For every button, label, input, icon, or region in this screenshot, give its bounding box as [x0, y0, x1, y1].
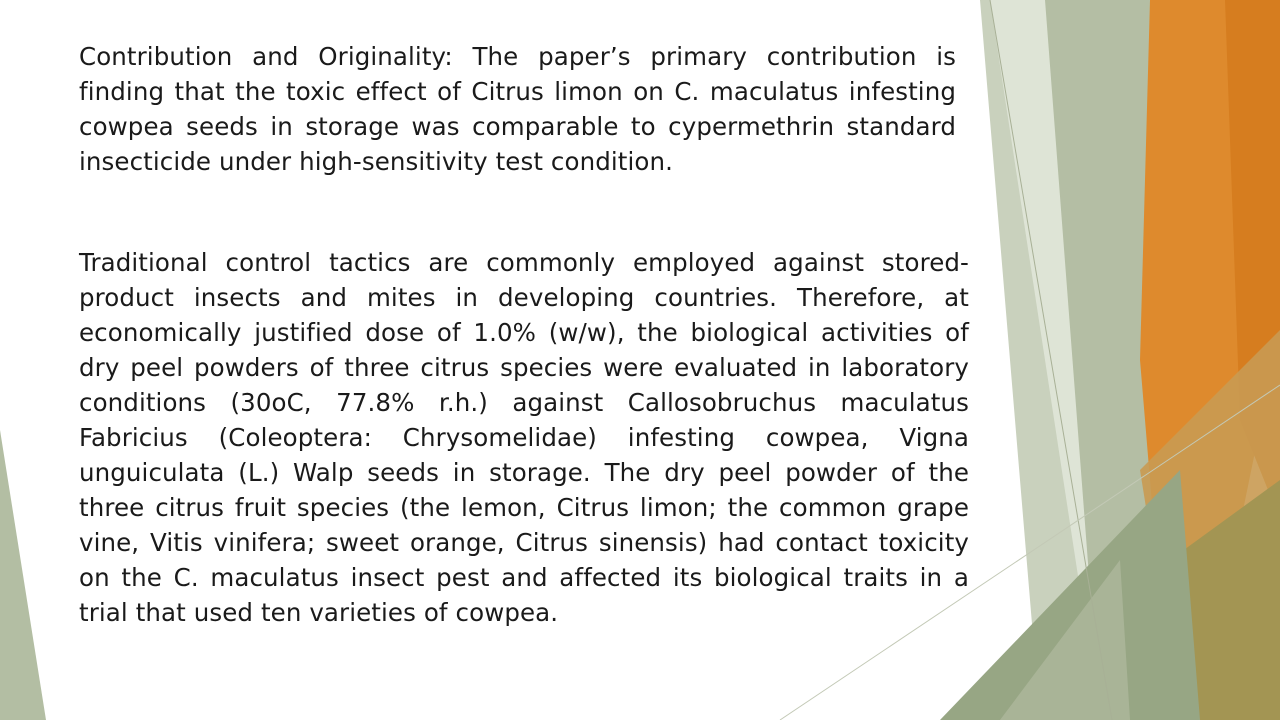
abstract-paragraph: Traditional control tactics are commonly employed against stored-product insects and mites in developing countries. Therefore, at economically justified dose of 1.0% (w/w), the biological activities of dry peel powders of three citrus species were evaluated in laboratory conditions (30oC, 77.8% r.h.) against Callosobruchus maculatus Fabricius (Coleoptera: Chrysomelidae) infesting cowpea, Vigna unguiculata (L.) Walp seeds in storage. The dry peel powder of the three citrus fruit species (the lemon, Citrus limon; the common grape vine, Vitis vinifera; sweet orange, Citrus sinensis) had contact toxicity on the C. maculatus insect pest and affected its biological traits in a trial that used ten varieties of cowpea. [79, 248, 969, 627]
contribution-paragraph: Contribution and Originality: The paper’s primary contribution is finding that the toxic effect of Citrus limon on C. maculatus infesting cowpea seeds in storage was comparable to cypermethrin standard insecticide under high-sensitivity test condition. [79, 42, 956, 176]
left-sage-sliver [0, 430, 46, 720]
